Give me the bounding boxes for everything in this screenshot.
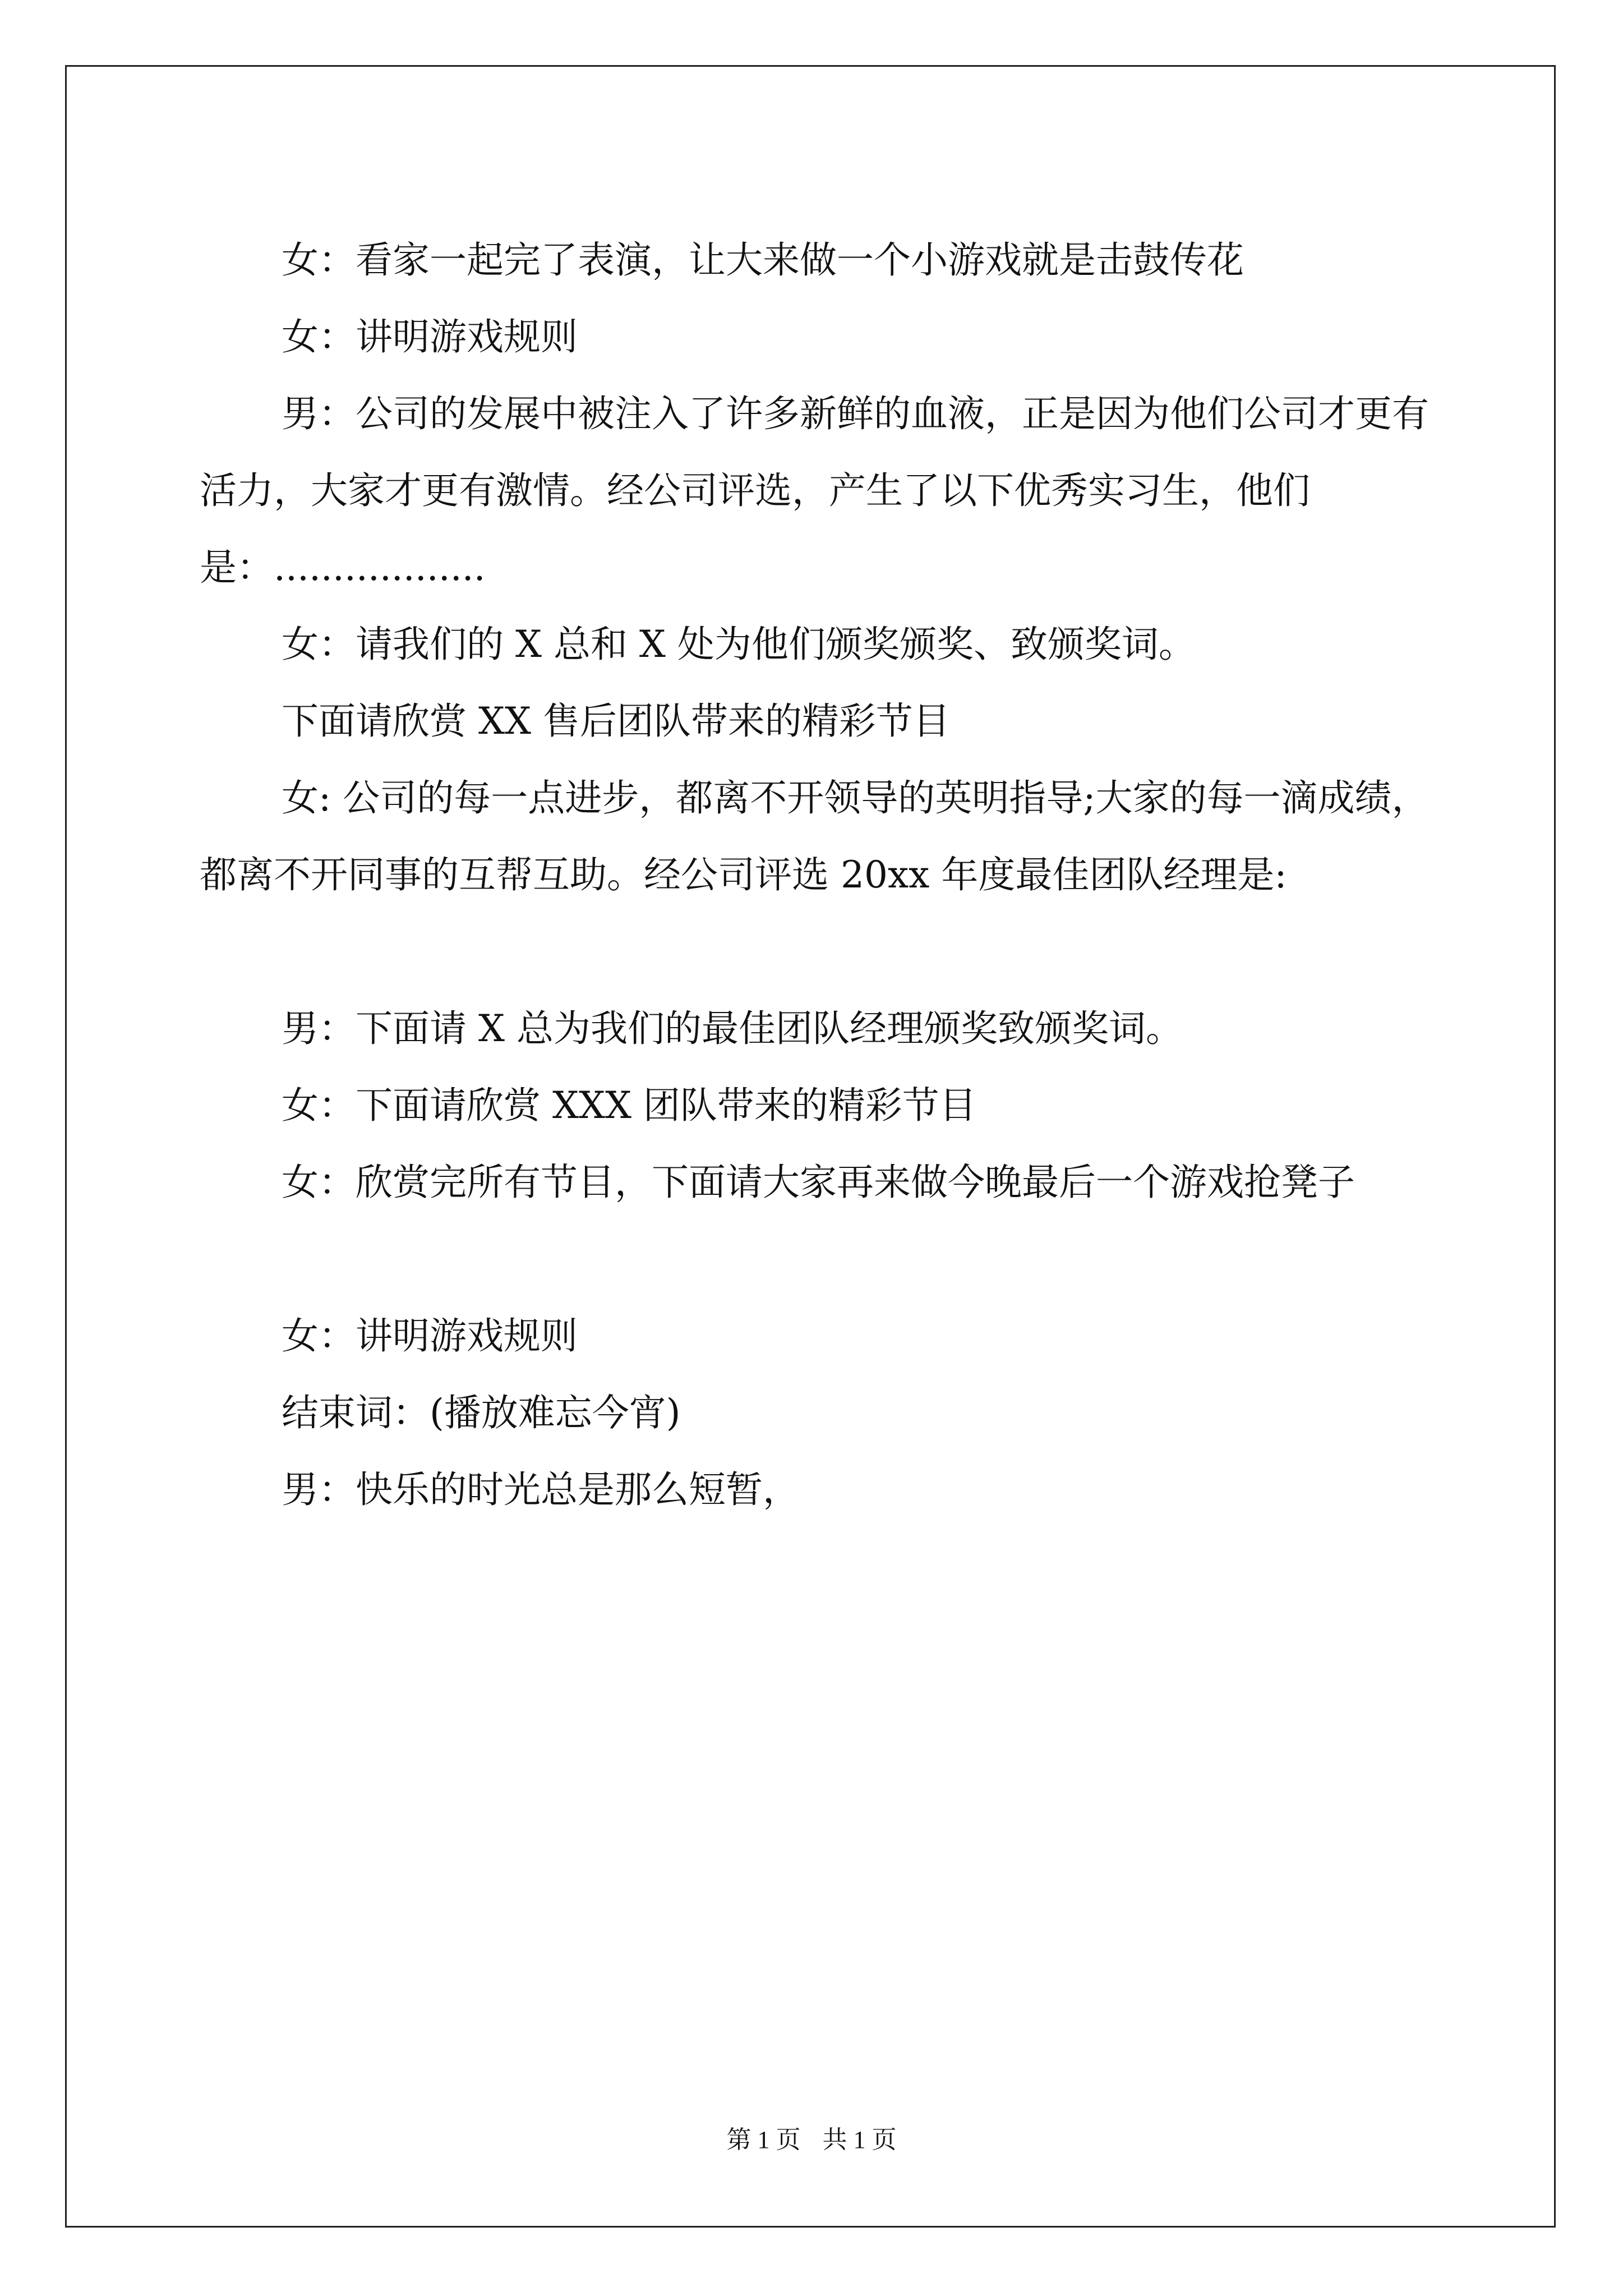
paragraph-8: 女：下面请欣赏 XXX 团队带来的精彩节目 bbox=[282, 1084, 976, 1127]
paragraph-10: 女：讲明游戏规则 bbox=[282, 1314, 578, 1358]
paragraph-2: 女：讲明游戏规则 bbox=[282, 315, 578, 358]
paragraph-11: 结束词：(播放难忘今宵) bbox=[282, 1391, 681, 1434]
page-number-current: 第 1 页 bbox=[726, 2126, 801, 2154]
paragraph-1: 女：看家一起完了表演，让大来做一个小游戏就是击鼓传花 bbox=[282, 238, 1244, 282]
paragraph-5: 下面请欣赏 XX 售后团队带来的精彩节目 bbox=[282, 700, 950, 743]
paragraph-7: 男：下面请 X 总为我们的最佳团队经理颁奖致颁奖词。 bbox=[282, 1007, 1183, 1050]
paragraph-12: 男：快乐的时光总是那么短暂， bbox=[282, 1468, 800, 1511]
paragraph-9: 女：欣赏完所有节目，下面请大家再来做今晚最后一个游戏抢凳子 bbox=[282, 1161, 1355, 1204]
paragraph-6: 女: 公司的每一点进步，都离不开领导的英明指导;大家的每一滴成绩，都离不开同事的互帮互助。经公司评选 20xx 年度最佳团队经理是: bbox=[200, 776, 1429, 896]
paragraph-3: 男：公司的发展中被注入了许多新鲜的血液，正是因为他们公司才更有活力，大家才更有激情。经公司评选，产生了以下优秀实习生，他们是：.................. bbox=[200, 392, 1429, 589]
page-footer bbox=[0, 2123, 1623, 2157]
page-number-total: 共 1 页 bbox=[822, 2126, 897, 2154]
paragraph-4: 女：请我们的 X 总和 X 处为他们颁奖颁奖、致颁奖词。 bbox=[282, 623, 1196, 666]
